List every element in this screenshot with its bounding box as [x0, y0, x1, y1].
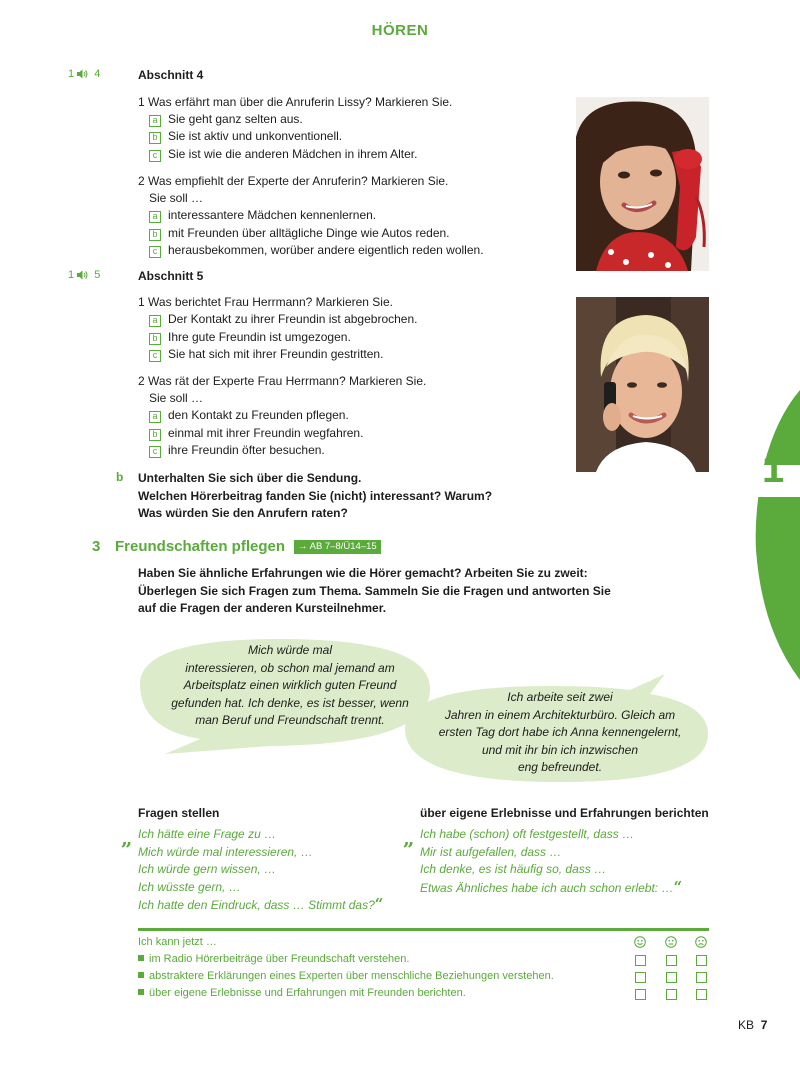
- option-text: Sie ist wie die anderen Mädchen in ihrem Alter.: [168, 147, 418, 161]
- question-sub: Sie soll …: [149, 191, 204, 205]
- answer-option[interactable]: [149, 347, 383, 362]
- option-text: den Kontakt zu Freunden pflegen.: [168, 408, 349, 422]
- page-footer: [738, 1018, 767, 1032]
- question-title: 1 Was berichtet Frau Herrmann? Markieren Sie.: [138, 295, 393, 309]
- can-do-text: im Radio Hörerbeiträge über Freundschaft verstehen.: [149, 953, 410, 965]
- phrase: [138, 896, 383, 915]
- self-assessment-checkbox[interactable]: [696, 989, 707, 1000]
- phrase-column-heading: Fragen stellen: [138, 806, 220, 820]
- option-text: ihre Freundin öfter besuchen.: [168, 443, 325, 457]
- bubble-line: und mit ihr bin ich inzwischen: [481, 742, 639, 757]
- option-text: Der Kontakt zu ihrer Freundin ist abgebrochen.: [168, 312, 418, 326]
- page-title: HÖREN: [371, 22, 429, 39]
- bubble-line: Mich würde mal: [247, 643, 333, 657]
- bubble-line: gefunden hat. Ich denke, es ist besser, wenn: [171, 695, 409, 710]
- quote-close-icon: “: [374, 895, 384, 913]
- option-checkbox[interactable]: b: [149, 333, 161, 345]
- bubble-line: Jahren in einem Architekturbüro. Gleich am: [444, 707, 676, 722]
- answer-option[interactable]: [149, 426, 363, 441]
- page-number: 7: [760, 1018, 768, 1032]
- phrase: [420, 879, 682, 898]
- instruction-line: auf die Fragen der anderen Kursteilnehmer.: [138, 601, 387, 615]
- option-checkbox[interactable]: a: [149, 115, 161, 127]
- track-cd-number: 1: [68, 68, 75, 80]
- answer-option[interactable]: [149, 330, 351, 345]
- exercise-title: Freundschaften pflegen: [115, 538, 286, 555]
- bubble-line: man Beruf und Freundschaft trennt.: [195, 713, 385, 727]
- photo-girl-on-phone: [576, 97, 709, 271]
- option-checkbox[interactable]: a: [149, 411, 161, 423]
- self-assessment-checkbox[interactable]: [666, 989, 677, 1000]
- phrase-column-heading: über eigene Erlebnisse und Erfahrungen berichten: [420, 806, 709, 820]
- option-text: Ihre gute Freundin ist umgezogen.: [168, 330, 351, 344]
- book-code: KB: [738, 1018, 755, 1032]
- self-assessment-checkbox[interactable]: [666, 972, 677, 983]
- section-heading: Abschnitt 4: [138, 68, 204, 82]
- instruction-line: Was würden Sie den Anrufern raten?: [138, 506, 348, 520]
- speaker-icon: [77, 270, 88, 280]
- option-checkbox[interactable]: b: [149, 132, 161, 144]
- self-assessment-checkbox[interactable]: [696, 972, 707, 983]
- section-heading: Abschnitt 5: [138, 269, 204, 283]
- option-text: herausbekommen, worüber andere eigentlich reden wollen.: [168, 243, 484, 257]
- speech-bubble-left: [150, 642, 430, 730]
- question-title: 2 Was empfiehlt der Experte der Anruferin? Markieren Sie.: [138, 174, 449, 188]
- self-assessment-checkbox[interactable]: [635, 989, 646, 1000]
- question-title: 2 Was rät der Experte Frau Herrmann? Markieren Sie.: [138, 374, 427, 388]
- part-b-letter: b: [116, 470, 124, 484]
- track-number: 4: [94, 68, 101, 80]
- answer-option[interactable]: [149, 243, 484, 258]
- bullet-square-icon: [138, 955, 144, 961]
- can-do-text: über eigene Erlebnisse und Erfahrungen mit Freunden berichten.: [149, 987, 466, 999]
- exercise-instructions: [138, 565, 628, 618]
- option-checkbox[interactable]: c: [149, 150, 161, 162]
- answer-option[interactable]: [149, 226, 450, 241]
- audio-track-4[interactable]: [68, 68, 100, 80]
- phrase: Mir ist aufgefallen, dass …: [420, 844, 562, 859]
- chapter-side-tab: [754, 390, 800, 680]
- option-checkbox[interactable]: c: [149, 446, 161, 458]
- option-text: interessantere Mädchen kennenlernen.: [168, 208, 377, 222]
- answer-option[interactable]: [149, 312, 417, 327]
- answer-option[interactable]: [149, 129, 342, 144]
- bubble-line: interessieren, ob schon mal jemand am: [185, 660, 395, 675]
- instruction-line: Welchen Hörerbeitrag fanden Sie (nicht) interessant? Warum?: [138, 488, 493, 503]
- phrase-text: Ich hatte den Eindruck, dass … Stimmt das?: [138, 898, 375, 912]
- phrase: Mich würde mal interessieren, …: [138, 844, 313, 859]
- phrase: Ich habe (schon) oft festgestellt, dass …: [420, 827, 635, 841]
- bubble-line: Ich arbeite seit zwei: [507, 690, 613, 704]
- self-assessment-checkbox[interactable]: [635, 972, 646, 983]
- phrase-list-questions: [138, 826, 383, 915]
- can-do-item: [138, 970, 554, 982]
- option-checkbox[interactable]: c: [149, 246, 161, 258]
- photo-woman-on-phone: [576, 297, 709, 472]
- question-title: 1 Was erfährt man über die Anruferin Lissy? Markieren Sie.: [138, 95, 453, 109]
- option-text: mit Freunden über alltägliche Dinge wie Autos reden.: [168, 226, 450, 240]
- can-do-item: [138, 987, 466, 999]
- can-do-intro: Ich kann jetzt …: [138, 936, 217, 948]
- answer-option[interactable]: [149, 408, 349, 423]
- instruction-line: Haben Sie ähnliche Erfahrungen wie die Hörer gemacht? Arbeiten Sie zu zweit:: [138, 566, 588, 580]
- instruction-line: Unterhalten Sie sich über die Sendung.: [138, 471, 362, 485]
- option-text: einmal mit ihrer Freundin wegfahren.: [168, 426, 364, 440]
- speaker-icon: [77, 69, 88, 79]
- bubble-line: eng befreundet.: [517, 760, 603, 774]
- quote-open-icon: „: [403, 826, 415, 850]
- answer-option[interactable]: [149, 208, 376, 223]
- answer-option[interactable]: [149, 147, 417, 162]
- can-do-item: [138, 953, 409, 965]
- option-text: Sie geht ganz selten aus.: [168, 112, 303, 126]
- neutral-face-icon: [665, 936, 677, 948]
- part-b-instructions: [138, 470, 492, 523]
- option-checkbox[interactable]: b: [149, 229, 161, 241]
- quote-open-icon: „: [121, 826, 133, 850]
- question-sub: Sie soll …: [149, 391, 204, 405]
- answer-option[interactable]: [149, 443, 325, 458]
- speech-bubble-right: [415, 689, 705, 777]
- self-assessment-checkbox[interactable]: [696, 955, 707, 966]
- can-do-divider: [138, 928, 709, 931]
- bullet-square-icon: [138, 989, 144, 995]
- chapter-number: 1: [762, 447, 785, 491]
- quote-close-icon: “: [673, 877, 683, 896]
- phrase-text: Etwas Ähnliches habe ich auch schon erlebt: …: [420, 880, 674, 895]
- happy-face-icon: [634, 936, 646, 948]
- option-checkbox[interactable]: c: [149, 350, 161, 362]
- option-text: Sie ist aktiv und unkonventionell.: [168, 129, 343, 143]
- workbook-reference-badge[interactable]: → AB 7–8/Ü14–15: [294, 540, 381, 554]
- phrase: Ich würde gern wissen, …: [138, 862, 277, 876]
- audio-track-5[interactable]: [68, 269, 100, 281]
- bullet-square-icon: [138, 972, 144, 978]
- exercise-number: 3: [92, 538, 101, 555]
- phrase: Ich hätte eine Frage zu …: [138, 827, 277, 841]
- phrase: Ich denke, es ist häufig so, dass …: [420, 862, 607, 876]
- phrase: Ich wüsste gern, …: [138, 879, 241, 894]
- option-checkbox[interactable]: b: [149, 429, 161, 441]
- option-checkbox[interactable]: a: [149, 211, 161, 223]
- phrase-list-experiences: [420, 826, 682, 897]
- self-assessment-checkbox[interactable]: [666, 955, 677, 966]
- self-assessment-checkbox[interactable]: [635, 955, 646, 966]
- track-cd-number: 1: [68, 269, 75, 281]
- track-number: 5: [94, 269, 101, 281]
- sad-face-icon: [695, 936, 707, 948]
- answer-option[interactable]: [149, 112, 303, 127]
- bubble-line: ersten Tag dort habe ich Anna kennengelernt,: [438, 725, 682, 739]
- option-text: Sie hat sich mit ihrer Freundin gestritten.: [168, 347, 384, 361]
- can-do-text: abstraktere Erklärungen eines Experten über menschliche Beziehungen verstehen.: [149, 970, 554, 982]
- option-checkbox[interactable]: a: [149, 315, 161, 327]
- instruction-line: Überlegen Sie sich Fragen zum Thema. Sammeln Sie die Fragen und antworten Sie: [138, 583, 611, 598]
- bubble-line: Arbeitsplatz einen wirklich guten Freund: [183, 678, 397, 692]
